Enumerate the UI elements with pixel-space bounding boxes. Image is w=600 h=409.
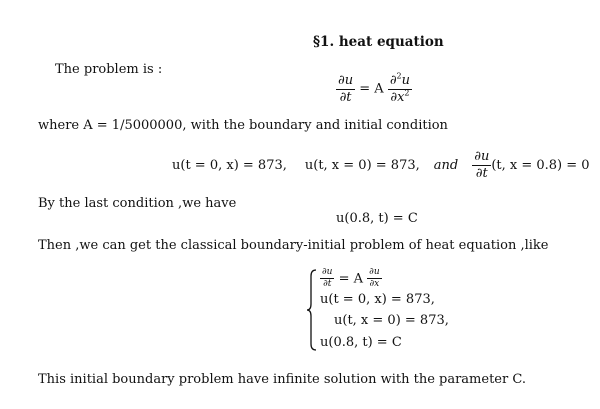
conclusion-text: This initial boundary problem have infinite solution with the parameter C. — [38, 372, 526, 387]
system-line-initial: u(t = 0, x) = 873, — [320, 291, 435, 307]
equation-system — [306, 268, 449, 352]
section-title: heat equation — [338, 34, 444, 50]
pde-lhs-fraction: $\frac{\partial u}{\partial t}$ — [338, 73, 354, 105]
left-brace — [306, 268, 318, 352]
system-line-left-boundary: u(t, x = 0) = 873, — [334, 313, 449, 329]
section-number: §1. — [313, 34, 335, 50]
and-word: and — [433, 157, 459, 173]
pde-equals-a: = A — [359, 81, 384, 97]
last-condition-text: By the last condition ,we have — [38, 196, 237, 211]
a-value: A = 1/5000000 — [83, 118, 183, 133]
conditions-line — [172, 150, 590, 180]
condition-left-boundary: u(t, x = 0) = 873, — [304, 157, 420, 173]
system-line-right-boundary: u(0.8, t) = C — [320, 334, 402, 350]
last-condition-equation: u(0.8, t) = C — [336, 211, 418, 226]
then-text: Then ,we can get the classical boundary-initial problem of heat equation ,like — [38, 238, 549, 253]
condition-initial: u(t = 0, x) = 873, — [172, 157, 287, 173]
condition-right-boundary: (t, x = 0.8) = 0 — [491, 157, 590, 173]
condition-right-derivative: $\frac{\partial u}{\partial t}$ — [474, 149, 490, 181]
intro-text: The problem is : — [55, 62, 163, 77]
main-pde — [336, 71, 412, 105]
pde-rhs-fraction: $\frac{\partial^2u}{\partial x^2}$ — [389, 71, 411, 105]
section-heading — [313, 34, 444, 50]
where-line: where A = 1/5000000, with the boundary and initial condition — [38, 118, 448, 133]
system-line-pde: $\frac{\partial u}{\partial t}$ = A $\frac{\partial u}{\partial x}$ — [322, 267, 380, 290]
